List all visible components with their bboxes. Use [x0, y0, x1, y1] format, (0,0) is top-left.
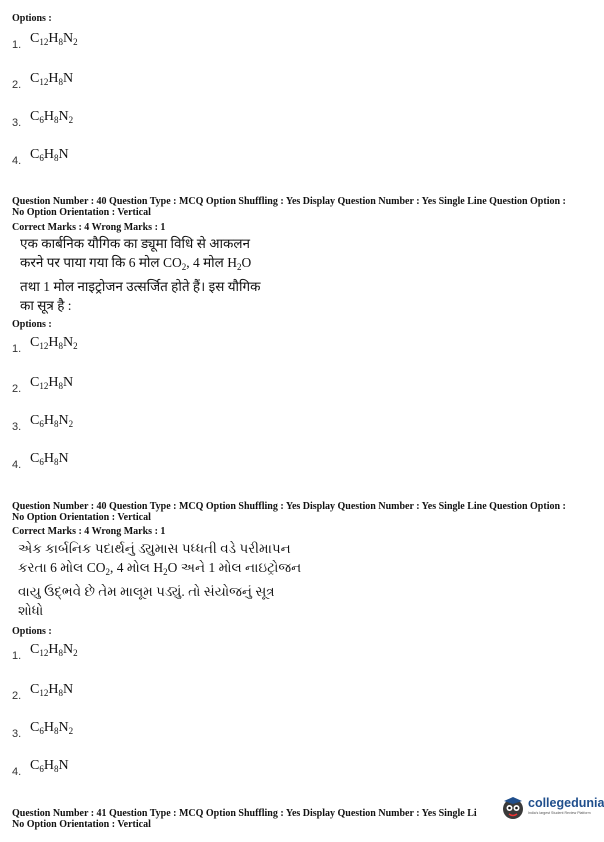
element-symbol: C	[30, 451, 40, 466]
option-formula	[30, 147, 69, 162]
subscript: 2	[73, 37, 78, 47]
subscript: 8	[58, 37, 63, 47]
option-number: 2.	[12, 383, 22, 395]
subscript: 12	[39, 688, 49, 698]
subscript: 8	[58, 381, 63, 391]
element-symbol: H	[48, 642, 59, 657]
subscript: 8	[53, 726, 59, 736]
options-label: Options :	[12, 13, 52, 24]
text-segment: O	[241, 255, 252, 270]
question-text-line	[18, 582, 301, 601]
option-formula	[30, 682, 73, 697]
element-symbol: C	[30, 71, 40, 86]
element-symbol: H	[48, 71, 59, 86]
marks-line: Correct Marks : 4 Wrong Marks : 1	[12, 222, 166, 233]
question-text-line	[18, 601, 301, 620]
option-formula	[30, 71, 73, 86]
text-segment: વાયુ ઉદ્ભવે છે તેમ માલૂમ પડ્યું. તો સંયોજનું સૂત્ર	[18, 584, 275, 599]
element-symbol: N	[58, 413, 69, 428]
option-formula	[30, 642, 78, 657]
subscript: 6	[39, 419, 44, 429]
option-number: 2.	[12, 79, 22, 91]
question-text-line	[20, 234, 261, 253]
option-item[interactable]	[12, 29, 78, 51]
subscript: 8	[58, 688, 63, 698]
subscript: 8	[53, 764, 59, 774]
option-number: 1.	[12, 650, 22, 662]
element-symbol: H	[43, 413, 54, 428]
option-number: 3.	[12, 421, 22, 433]
option-item[interactable]	[12, 107, 73, 129]
text-segment: , 4 મોલ H	[110, 560, 164, 575]
marks-line: Correct Marks : 4 Wrong Marks : 1	[12, 526, 166, 537]
subscript: 2	[105, 567, 111, 577]
option-item[interactable]	[12, 145, 69, 167]
text-segment: तथा 1 मोल नाइट्रोजन उत्सर्जित होते हैं। इस यौगिक	[20, 279, 261, 294]
question-text-hindi	[20, 234, 261, 315]
option-item[interactable]	[12, 756, 69, 778]
element-symbol: N	[62, 335, 74, 350]
option-item[interactable]	[12, 449, 69, 471]
options-label: Options :	[12, 626, 52, 637]
subscript: 8	[53, 419, 59, 429]
option-item[interactable]	[12, 333, 78, 355]
subscript: 12	[39, 381, 49, 391]
element-symbol: C	[30, 642, 40, 657]
subscript: 2	[68, 726, 74, 736]
element-symbol: C	[30, 413, 40, 428]
option-number: 4.	[12, 155, 22, 167]
question-header: Question Number : 41 Question Type : MCQ Option Shuffling : Yes Display Question Number : Yes Single Li	[12, 808, 477, 819]
subscript: 8	[58, 648, 63, 658]
element-symbol: C	[30, 375, 40, 390]
subscript: 8	[58, 341, 63, 351]
question-text-line	[20, 277, 261, 296]
question-text-line	[18, 558, 301, 582]
option-number: 4.	[12, 766, 22, 778]
text-segment: , 4 मोल H	[186, 255, 237, 270]
option-number: 1.	[12, 39, 22, 51]
subscript: 8	[53, 457, 59, 467]
subscript: 2	[73, 341, 78, 351]
text-segment: करने पर पाया गया कि 6 मोल CO	[20, 255, 182, 270]
option-number: 3.	[12, 728, 22, 740]
element-symbol: H	[43, 720, 54, 735]
option-formula	[30, 758, 69, 773]
element-symbol: H	[48, 375, 59, 390]
option-formula	[30, 720, 73, 735]
subscript: 6	[39, 726, 44, 736]
subscript: 12	[39, 37, 49, 47]
question-text-line	[20, 253, 261, 277]
element-symbol: C	[30, 682, 40, 697]
subscript: 12	[39, 77, 49, 87]
option-number: 1.	[12, 343, 22, 355]
text-segment: કરતા 6 મોલ CO	[18, 560, 106, 575]
element-symbol: N	[58, 109, 69, 124]
element-symbol: N	[62, 682, 74, 697]
question-text-line	[18, 539, 301, 558]
subscript: 2	[236, 262, 242, 272]
question-header: Question Number : 40 Question Type : MCQ Option Shuffling : Yes Display Question Number : Yes Single Line Question Option :	[12, 501, 566, 512]
question-header: Question Number : 40 Question Type : MCQ Option Shuffling : Yes Display Question Number : Yes Single Line Question Option :	[12, 196, 566, 207]
subscript: 2	[163, 567, 168, 577]
element-symbol: H	[43, 451, 54, 466]
option-item[interactable]	[12, 640, 78, 662]
subscript: 2	[68, 419, 74, 429]
element-symbol: H	[43, 758, 54, 773]
option-number: 3.	[12, 117, 22, 129]
subscript: 8	[58, 77, 63, 87]
element-symbol: H	[43, 109, 54, 124]
element-symbol: N	[62, 71, 74, 86]
subscript: 6	[39, 457, 44, 467]
option-number: 4.	[12, 459, 22, 471]
option-item[interactable]	[12, 411, 73, 433]
text-segment: એક કાર્બનિક પદાર્થનું ડ્યુમાસ પધ્ધતી વડે પરીમાપન	[18, 541, 291, 556]
subscript: 2	[68, 115, 74, 125]
element-symbol: H	[43, 147, 54, 162]
question-header-cont: No Option Orientation : Vertical	[12, 207, 151, 218]
option-item[interactable]	[12, 373, 73, 395]
element-symbol: C	[30, 31, 40, 46]
element-symbol: C	[30, 147, 40, 162]
subscript: 6	[39, 764, 44, 774]
text-segment: O અને 1 મોલ નાઇટ્રોજન	[167, 560, 302, 575]
option-item[interactable]	[12, 680, 73, 702]
option-formula	[30, 413, 73, 428]
subscript: 8	[53, 153, 59, 163]
subscript: 12	[39, 648, 49, 658]
option-formula	[30, 451, 69, 466]
question-header-cont: No Option Orientation : Vertical	[12, 819, 151, 830]
subscript: 8	[53, 115, 59, 125]
question-text-gujarati	[18, 539, 301, 620]
element-symbol: N	[58, 451, 69, 466]
element-symbol: H	[48, 31, 59, 46]
option-formula	[30, 335, 78, 350]
option-item[interactable]	[12, 69, 73, 91]
element-symbol: N	[62, 31, 74, 46]
element-symbol: C	[30, 335, 40, 350]
option-item[interactable]	[12, 718, 73, 740]
logo-wordmark: collegedunia	[528, 796, 604, 810]
option-formula	[30, 31, 78, 46]
element-symbol: C	[30, 758, 40, 773]
subscript: 2	[73, 648, 78, 658]
element-symbol: N	[62, 375, 74, 390]
option-formula	[30, 375, 73, 390]
element-symbol: H	[48, 682, 59, 697]
subscript: 6	[39, 153, 44, 163]
mascot-icon	[500, 795, 526, 821]
element-symbol: N	[58, 720, 69, 735]
element-symbol: N	[58, 147, 69, 162]
element-symbol: N	[58, 758, 69, 773]
text-segment: का सूत्र है :	[20, 298, 72, 313]
subscript: 12	[39, 341, 49, 351]
collegedunia-logo[interactable]	[500, 793, 604, 823]
text-segment: एक कार्बनिक यौगिक का ड्यूमा विधि से आकलन	[20, 236, 251, 251]
logo-tagline: India's largest Student Review Platform	[528, 811, 591, 815]
question-text-line	[20, 296, 261, 315]
options-label: Options :	[12, 319, 52, 330]
option-formula	[30, 109, 73, 124]
subscript: 6	[39, 115, 44, 125]
text-segment: શોધો	[18, 603, 44, 618]
element-symbol: H	[48, 335, 59, 350]
element-symbol: N	[62, 642, 74, 657]
element-symbol: C	[30, 720, 40, 735]
option-number: 2.	[12, 690, 22, 702]
question-header-cont: No Option Orientation : Vertical	[12, 512, 151, 523]
subscript: 2	[181, 262, 187, 272]
element-symbol: C	[30, 109, 40, 124]
